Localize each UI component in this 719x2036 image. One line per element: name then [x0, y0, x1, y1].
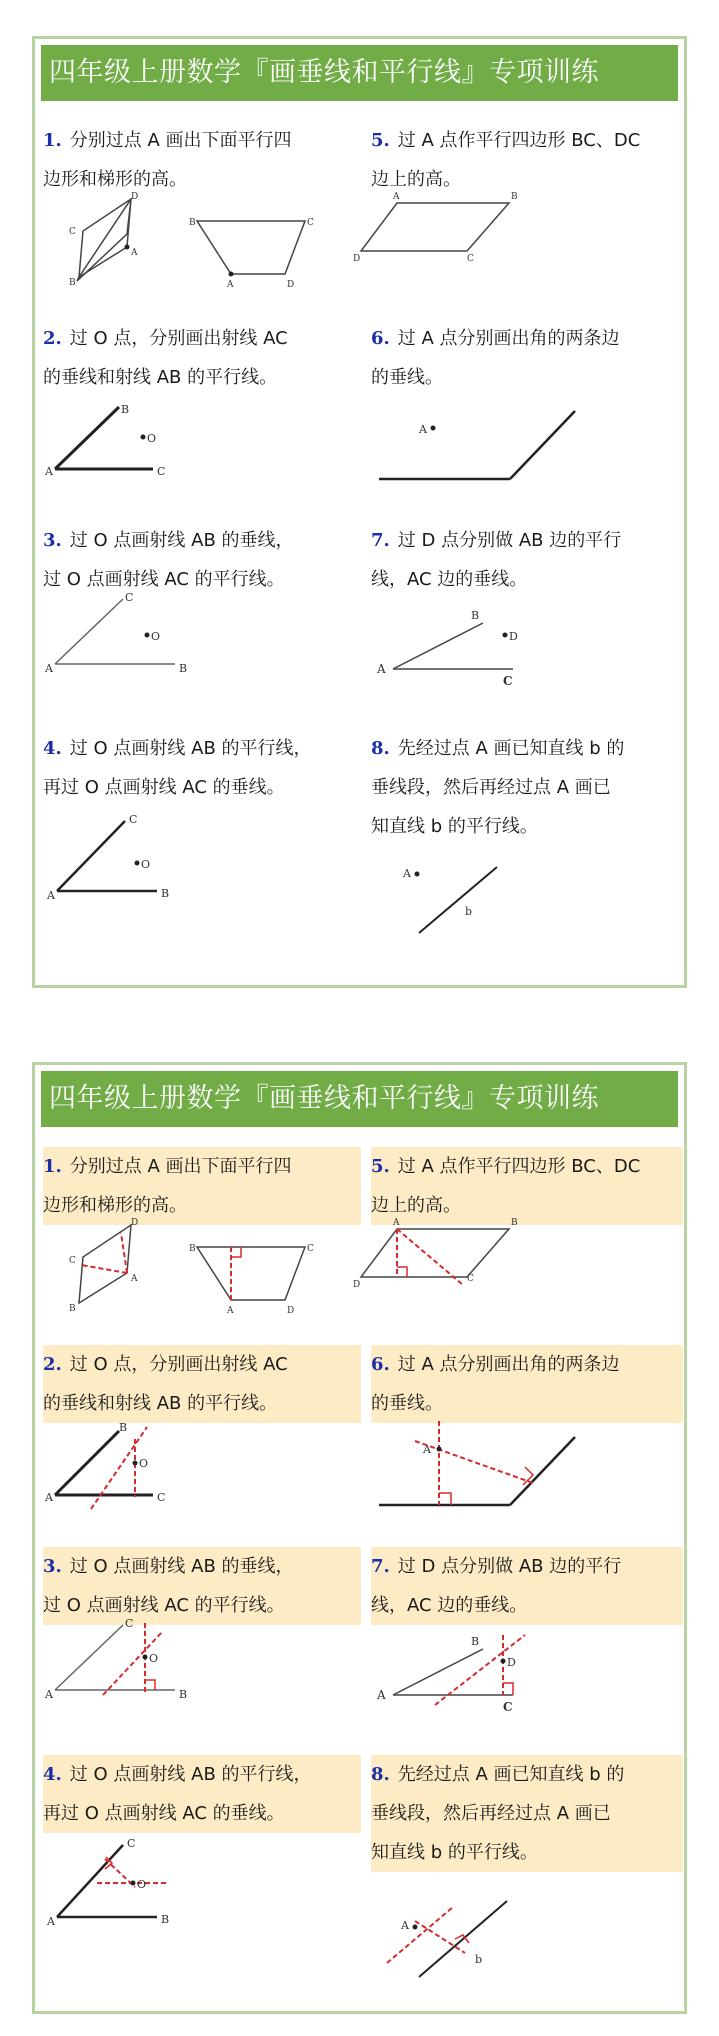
- svg-text:O: O: [141, 858, 151, 871]
- svg-text:A: A: [377, 1688, 386, 1702]
- svg-text:D: D: [509, 630, 518, 643]
- svg-text:A: A: [423, 1443, 431, 1456]
- svg-text:C: C: [503, 674, 513, 688]
- question-3: 3. 过 O 点画射线 AB 的垂线， 过 O 点画射线 AC 的平行线。: [43, 530, 294, 590]
- svg-text:D: D: [507, 1656, 516, 1669]
- svg-text:A: A: [393, 192, 400, 202]
- svg-text:C: C: [69, 1256, 76, 1266]
- svg-text:O: O: [139, 1457, 149, 1470]
- svg-text:B: B: [119, 1421, 128, 1434]
- svg-text:C: C: [125, 1617, 134, 1630]
- svg-text:C: C: [129, 813, 138, 826]
- svg-text:A: A: [419, 423, 427, 436]
- svg-text:B: B: [161, 1913, 170, 1926]
- svg-text:C: C: [69, 227, 76, 237]
- svg-text:C: C: [307, 1244, 314, 1254]
- svg-text:D: D: [353, 1280, 361, 1290]
- svg-text:A: A: [45, 465, 53, 478]
- svg-text:B: B: [179, 1688, 188, 1701]
- svg-text:O: O: [151, 630, 161, 643]
- question-5: 5. 过 A 点作平行四边形 BC、DC 边上的高。: [371, 130, 641, 190]
- svg-text:A: A: [227, 280, 234, 290]
- svg-text:C: C: [127, 1837, 136, 1850]
- svg-text:B: B: [471, 1635, 480, 1648]
- svg-text:A: A: [227, 1306, 234, 1316]
- svg-text:C: C: [467, 254, 474, 264]
- worksheet-questions: [32, 36, 687, 988]
- question-2: 2. 过 O 点，分别画出射线 AC 的垂线和射线 AB 的平行线。: [43, 328, 288, 388]
- answer-title: 四年级上册数学『画垂线和平行线』专项训练: [41, 1071, 678, 1127]
- svg-text:C: C: [157, 465, 166, 478]
- answer-question-5: 5. 过 A 点作平行四边形 BC、DC 边上的高。: [371, 1147, 683, 1225]
- question-6: 6. 过 A 点分别画出角的两条边 的垂线。: [371, 328, 620, 388]
- svg-text:O: O: [149, 1652, 159, 1665]
- svg-text:A: A: [45, 662, 53, 675]
- svg-text:A: A: [47, 1915, 55, 1928]
- svg-text:D: D: [287, 1306, 295, 1316]
- svg-text:A: A: [403, 867, 411, 880]
- answer-question-2: 2. 过 O 点，分别画出射线 AC 的垂线和射线 AB 的平行线。: [43, 1345, 361, 1423]
- svg-text:D: D: [131, 192, 139, 202]
- svg-text:B: B: [69, 1304, 76, 1314]
- worksheet-answers: [32, 1062, 687, 2014]
- svg-text:B: B: [511, 1218, 518, 1228]
- svg-text:B: B: [471, 609, 480, 622]
- svg-text:b: b: [465, 905, 473, 918]
- question-7: 7. 过 D 点分别做 AB 边的平行 线，AC 边的垂线。: [371, 530, 622, 590]
- question-1: 1. 分别过点 A 画出下面平行四 边形和梯形的高。: [43, 130, 292, 190]
- svg-text:A: A: [45, 1688, 53, 1701]
- answer-question-8: 8. 先经过点 A 画已知直线 b 的 垂线段，然后再经过点 A 画已 知直线 b 的平行线。: [371, 1755, 683, 1872]
- svg-text:A: A: [45, 1491, 53, 1504]
- svg-text:B: B: [189, 218, 196, 228]
- svg-text:A: A: [131, 248, 138, 258]
- svg-text:A: A: [131, 1274, 138, 1284]
- question-8: 8. 先经过点 A 画已知直线 b 的 垂线段，然后再经过点 A 画已 知直线 b 的平行线。: [371, 738, 625, 837]
- svg-text:b: b: [475, 1953, 483, 1966]
- svg-text:C: C: [157, 1491, 166, 1504]
- answer-question-3: 3. 过 O 点画射线 AB 的垂线， 过 O 点画射线 AC 的平行线。: [43, 1547, 361, 1625]
- svg-text:B: B: [511, 192, 518, 202]
- svg-text:B: B: [179, 662, 188, 675]
- svg-text:C: C: [125, 591, 134, 604]
- svg-text:D: D: [287, 280, 295, 290]
- svg-text:A: A: [47, 889, 55, 902]
- svg-text:O: O: [147, 432, 157, 445]
- answer-question-6: 6. 过 A 点分别画出角的两条边 的垂线。: [371, 1345, 683, 1423]
- svg-text:B: B: [69, 278, 76, 288]
- svg-text:B: B: [121, 403, 130, 416]
- svg-text:C: C: [503, 1700, 513, 1714]
- svg-text:A: A: [377, 662, 386, 676]
- answer-question-7: 7. 过 D 点分别做 AB 边的平行 线，AC 边的垂线。: [371, 1547, 683, 1625]
- svg-text:C: C: [307, 218, 314, 228]
- answer-question-1: 1. 分别过点 A 画出下面平行四 边形和梯形的高。: [43, 1147, 361, 1225]
- svg-text:B: B: [161, 887, 170, 900]
- svg-text:O: O: [137, 1878, 147, 1891]
- worksheet-title: 四年级上册数学『画垂线和平行线』专项训练: [41, 45, 678, 101]
- svg-text:D: D: [353, 254, 361, 264]
- answer-question-4: 4. 过 O 点画射线 AB 的平行线， 再过 O 点画射线 AC 的垂线。: [43, 1755, 361, 1833]
- svg-text:D: D: [131, 1218, 139, 1228]
- question-4: 4. 过 O 点画射线 AB 的平行线， 再过 O 点画射线 AC 的垂线。: [43, 738, 312, 798]
- svg-text:A: A: [401, 1919, 409, 1932]
- svg-text:C: C: [467, 1274, 474, 1284]
- svg-text:B: B: [189, 1244, 196, 1254]
- svg-text:A: A: [393, 1218, 400, 1228]
